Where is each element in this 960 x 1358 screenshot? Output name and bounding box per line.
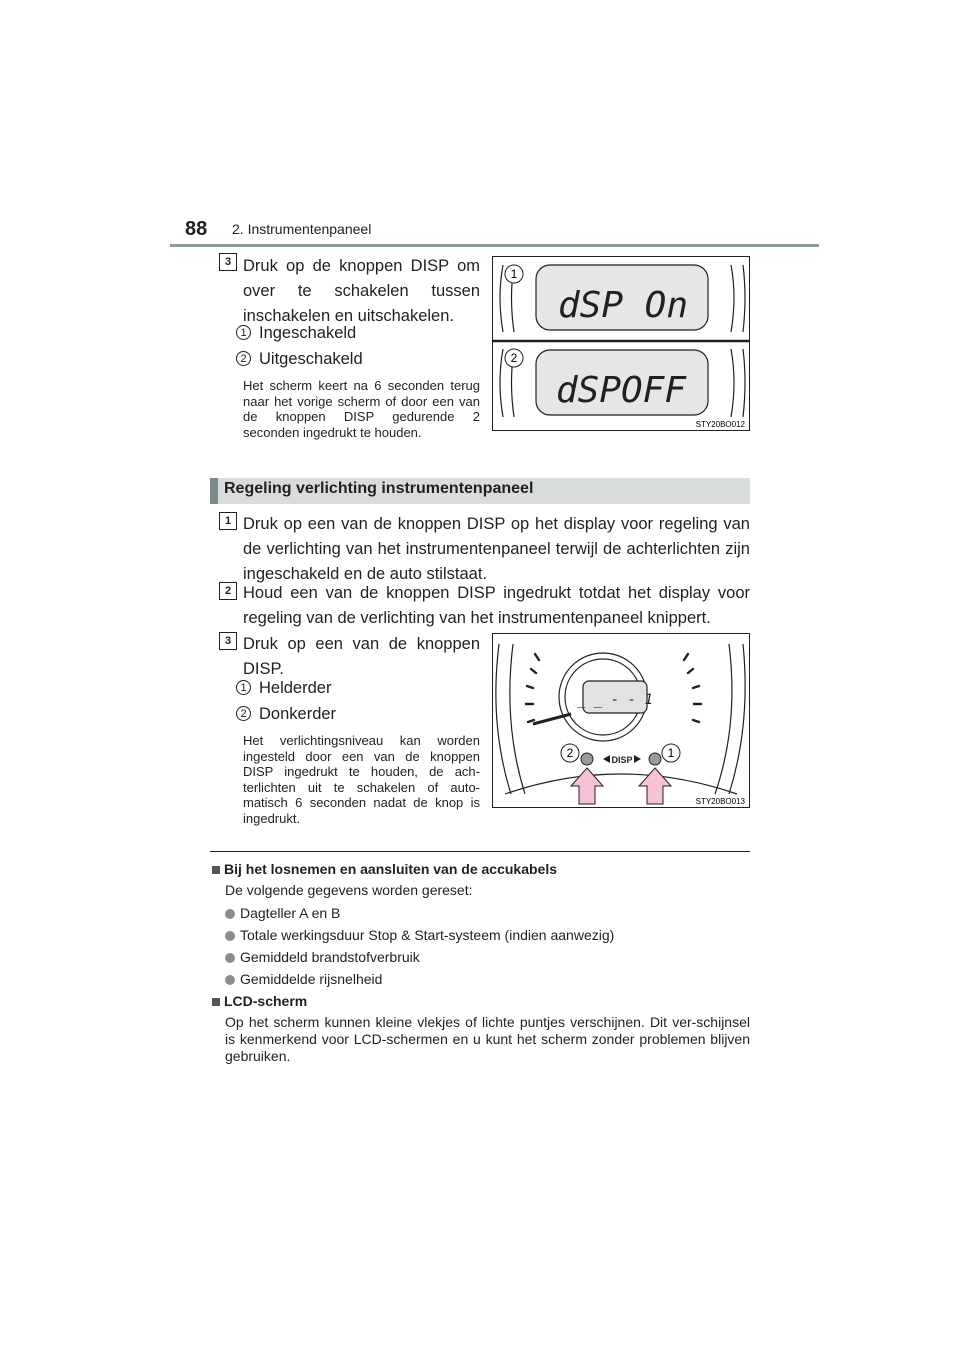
bullet-item — [225, 949, 420, 965]
step-text: Druk op de knoppen DISP om over te schakelen tussen inschakelen en uitschakelen. — [243, 257, 480, 325]
figure-code: STY20BO012 — [695, 420, 745, 429]
callout-1: 1 — [667, 746, 675, 760]
figure-code: STY20BO013 — [695, 797, 745, 806]
info-title — [212, 861, 557, 877]
step-text: Druk op een van de knoppen DISP. — [243, 635, 480, 678]
arrow-left-indicator — [571, 768, 603, 804]
section-heading: Regeling verlichting instrumentenpaneel — [224, 480, 534, 497]
info-intro: De volgende gegevens worden gereset: — [225, 882, 473, 898]
option-marker: 1 — [236, 680, 251, 695]
section-heading-accent — [210, 478, 218, 504]
option-label-on: Ingeschakeld — [259, 324, 357, 342]
square-bullet-icon — [212, 998, 220, 1006]
step-number: 2 — [219, 582, 237, 600]
square-bullet-icon — [212, 866, 220, 874]
option-marker: 1 — [236, 325, 251, 340]
step-number: 3 — [219, 253, 237, 271]
display-on-readout: dSP On — [557, 285, 689, 326]
bullet-item — [225, 971, 382, 987]
callout-1: 1 — [510, 267, 518, 281]
bullet-dot-icon — [225, 931, 235, 941]
step-number: 1 — [219, 512, 237, 530]
callout-2: 2 — [566, 746, 574, 760]
option-label-darker: Donkerder — [259, 705, 337, 723]
option-marker: 2 — [236, 351, 251, 366]
bullet-text: Gemiddelde rijsnelheid — [240, 971, 383, 987]
display-off-readout: dSPOFF — [555, 370, 687, 411]
figure-display-toggle — [492, 256, 750, 431]
option-label-brighter: Helderder — [259, 679, 332, 697]
step-text: Druk op een van de knoppen DISP op het display voor regeling van de verlichting van het instrumentenpaneel terwijl de achterlichten zijn ingeschakeld en de auto stilstaat. — [243, 515, 750, 583]
step-note: Het verlichtingsniveau kan worden ingesteld door een van de knoppen DISP ingedrukt te houden, de ach-terlichten uit te schakelen of auto-matisch 6 seconden nadat de knop is ingedrukt. — [243, 733, 480, 826]
step-number: 3 — [219, 632, 237, 650]
bullet-text: Totale werkingsduur Stop & Start-systeem (indien aanwezig) — [240, 927, 615, 943]
bullet-item — [225, 927, 614, 943]
page-number: 88 — [185, 218, 208, 240]
svg-text:_ _ - - 1: _ _ - - 1 — [577, 692, 653, 708]
bullet-item — [225, 905, 340, 921]
bullet-dot-icon — [225, 975, 235, 985]
bullet-text: Dagteller A en B — [240, 905, 341, 921]
arrow-right-indicator — [639, 768, 671, 804]
bullet-text: Gemiddeld brandstofverbruik — [240, 949, 420, 965]
info-paragraph: Op het scherm kunnen kleine vlekjes of lichte puntjes verschijnen. Dit ver-schijnsel is kenmerkend voor LCD-schermen en u kunt het scherm zonder problemen blijven gebruiken. — [225, 1014, 750, 1064]
figure-disp-buttons — [492, 633, 750, 808]
step-note: Het scherm keert na 6 seconden terug naar het vorige scherm of door een van de knoppen DISP gedurende 2 seconden ingedrukt te houden. — [243, 378, 480, 440]
header-rule — [170, 244, 819, 247]
bullet-dot-icon — [225, 909, 235, 919]
info-rule — [210, 851, 750, 852]
callout-2: 2 — [510, 351, 518, 365]
info-title — [212, 993, 307, 1009]
option-label-off: Uitgeschakeld — [259, 350, 363, 368]
figure-display-toggle-drawing — [493, 257, 749, 430]
option-marker: 2 — [236, 706, 251, 721]
step-text: Houd een van de knoppen DISP ingedrukt totdat het display voor regeling van de verlichting van het instrumentenpaneel knippert. — [243, 584, 750, 627]
bullet-dot-icon — [225, 953, 235, 963]
info-title-text: Bij het losnemen en aansluiten van de accukabels — [224, 861, 558, 877]
disp-button-label: DISP — [611, 755, 633, 765]
info-title-text: LCD-scherm — [224, 993, 308, 1009]
figure-disp-buttons-drawing — [493, 634, 749, 807]
section-title: 2. Instrumentenpaneel — [232, 221, 372, 237]
